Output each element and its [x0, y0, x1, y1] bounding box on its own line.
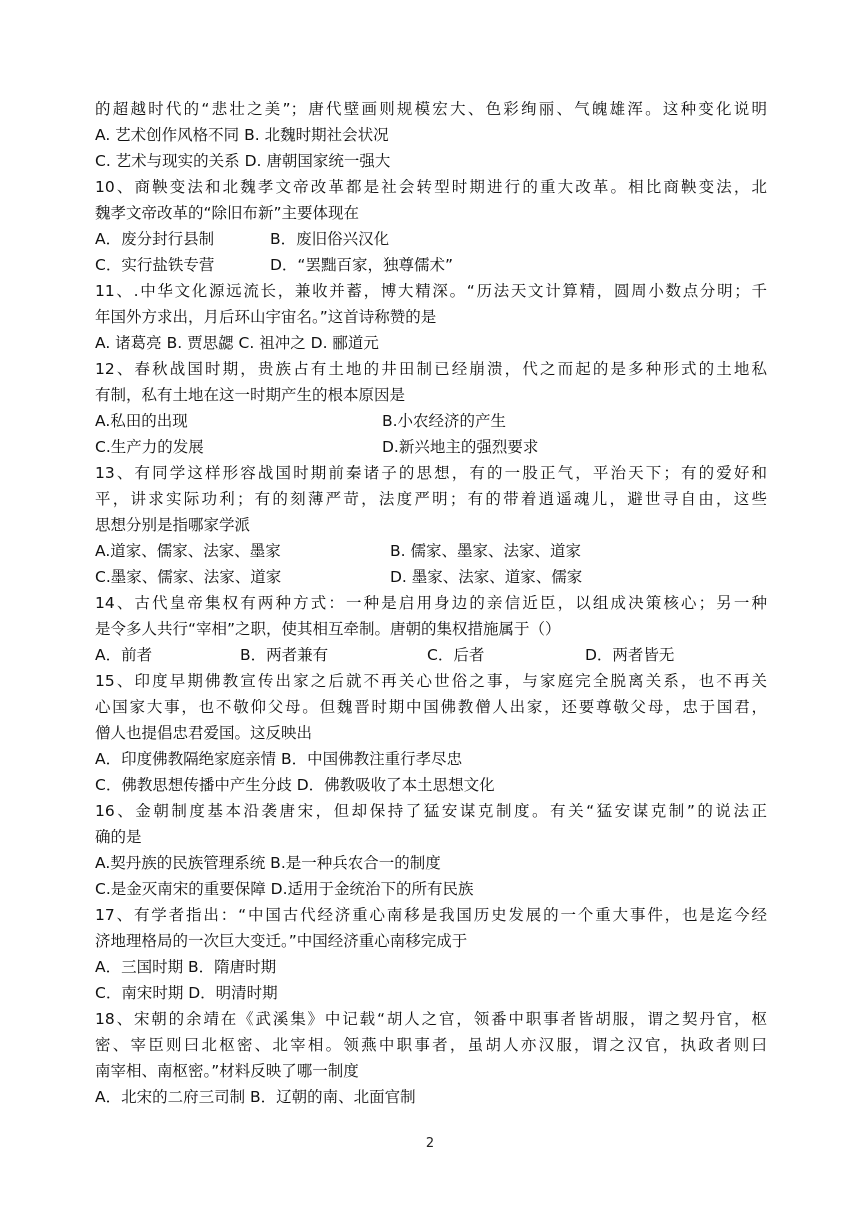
q9-options-line: A. 艺术创作风格不同 B. 北魏时期社会状况 — [95, 126, 389, 144]
q10-option-d: D．“罢黜百家，独尊儒术” — [270, 256, 453, 274]
q12-option-d: D.新兴地主的强烈要求 — [382, 438, 539, 456]
q10-option-b: B．废旧俗兴汉化 — [270, 230, 390, 248]
q17-options-line: A．三国时期 B．隋唐时期 — [95, 958, 277, 976]
q17-options-line: C．南宋时期 D．明清时期 — [95, 984, 278, 1002]
question-14-text: 14、古代皇帝集权有两种方式：一种是启用身边的亲信近臣，以组成决策核心；另一种 — [95, 594, 767, 612]
question-10-text: 魏孝文帝改革的“除旧布新”主要体现在 — [95, 204, 360, 222]
question-18-text: 南宰相、南枢密。”材料反映了哪一制度 — [95, 1062, 359, 1080]
q13-option-d: D. 墨家、法家、道家、儒家 — [390, 568, 583, 586]
question-12-text: 有制，私有土地在这一时期产生的根本原因是 — [95, 386, 406, 404]
q16-options-line: A.契丹族的民族管理系统 B.是一种兵农合一的制度 — [95, 854, 441, 872]
question-13-text: 平，讲求实际功利；有的刻薄严苛，法度严明；有的带着逍遥魂儿，避世寻自由，这些 — [95, 490, 767, 508]
question-11-text: 11、.中华文化源远流长，兼收并蓄，博大精深。“历法天文计算精，圆周小数点分明；千 — [95, 282, 767, 300]
q16-options-line: C.是金灭南宋的重要保障 D.适用于金统治下的所有民族 — [95, 880, 474, 898]
q12-option-a: A.私田的出现 — [95, 412, 188, 430]
q13-option-c: C.墨家、儒家、法家、道家 — [95, 568, 282, 586]
question-15-text: 僧人也提倡忠君爱国。这反映出 — [95, 724, 313, 742]
q14-option-a: A．前者 — [95, 646, 153, 664]
text-line: 的超越时代的“悲壮之美”；唐代壁画则规模宏大、色彩绚丽、气魄雄浑。这种变化说明 — [95, 100, 767, 118]
q14-option-c: C．后者 — [427, 646, 485, 664]
q12-option-b: B.小农经济的产生 — [382, 412, 507, 430]
q18-options-line: A．北宋的二府三司制 B．辽朝的南、北面官制 — [95, 1088, 416, 1106]
question-14-text: 是令多人共行“宰相”之职，使其相互牵制。唐朝的集权措施属于（） — [95, 620, 561, 638]
question-16-text: 16、金朝制度基本沿袭唐宋，但却保持了猛安谋克制度。有关“猛安谋克制”的说法正 — [95, 802, 767, 820]
question-13-text: 13、有同学这样形容战国时期前秦诸子的思想，有的一股正气，平治天下；有的爱好和 — [95, 464, 767, 482]
question-17-text: 济地理格局的一次巨大变迁。”中国经济重心南移完成于 — [95, 932, 468, 950]
q10-option-a: A．废分封行县制 — [95, 230, 215, 248]
q9-options-line: C. 艺术与现实的关系 D. 唐朝国家统一强大 — [95, 152, 391, 170]
q13-option-b: B. 儒家、墨家、法家、道家 — [390, 542, 581, 560]
q14-option-d: D．两者皆无 — [585, 646, 675, 664]
page-number: 2 — [425, 1136, 435, 1151]
question-18-text: 18、宋朝的余靖在《武溪集》中记载“胡人之官，领番中职事者皆胡服，谓之契丹官，枢 — [95, 1010, 767, 1028]
q12-option-c: C.生产力的发展 — [95, 438, 204, 456]
q15-options-line: C．佛教思想传播中产生分歧 D．佛教吸收了本土思想文化 — [95, 776, 495, 794]
q14-option-b: B．两者兼有 — [240, 646, 329, 664]
q11-options-line: A. 诸葛亮 B. 贾思勰 C. 祖冲之 D. 郦道元 — [95, 334, 379, 352]
q15-options-line: A．印度佛教隔绝家庭亲情 B．中国佛教注重行孝尽忠 — [95, 750, 463, 768]
question-12-text: 12、春秋战国时期，贵族占有土地的井田制已经崩溃，代之而起的是多种形式的土地私 — [95, 360, 767, 378]
question-16-text: 确的是 — [95, 828, 142, 846]
question-11-text: 年国外方求出，月后环山宇宙名。”这首诗称赞的是 — [95, 308, 437, 326]
question-15-text: 15、印度早期佛教宣传出家之后就不再关心世俗之事，与家庭完全脱离关系，也不再关 — [95, 672, 767, 690]
q13-option-a: A.道家、儒家、法家、墨家 — [95, 542, 281, 560]
question-10-text: 10、商鞅变法和北魏孝文帝改革都是社会转型时期进行的重大改革。相比商鞅变法，北 — [95, 178, 767, 196]
question-17-text: 17、有学者指出：“中国古代经济重心南移是我国历史发展的一个重大事件，也是迄今经 — [95, 906, 767, 924]
question-13-text: 思想分别是指哪家学派 — [95, 516, 251, 534]
question-18-text: 密、宰臣则曰北枢密、北宰相。领燕中职事者，虽胡人亦汉服，谓之汉官，执政者则曰 — [95, 1036, 767, 1054]
q10-option-c: C．实行盐铁专营 — [95, 256, 215, 274]
question-15-text: 心国家大事，也不敬仰父母。但魏晋时期中国佛教僧人出家，还要尊敬父母，忠于国君， — [95, 698, 767, 716]
